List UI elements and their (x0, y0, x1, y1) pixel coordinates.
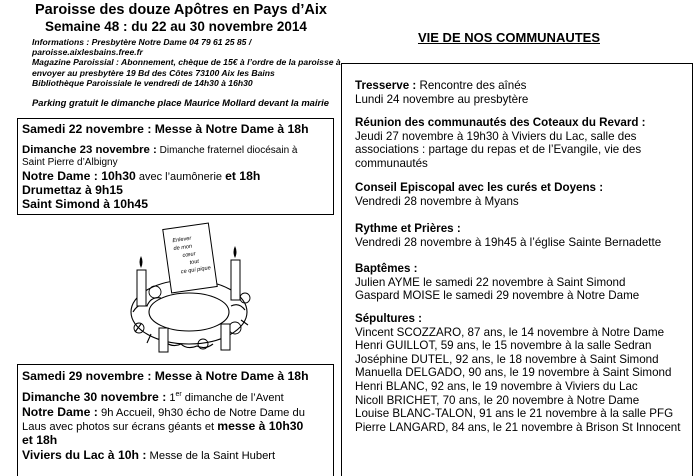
parking-note: Parking gratuit le dimanche place Maurice Mollard devant la mairie (32, 97, 329, 108)
wreath-card-text: Enlever (172, 235, 192, 245)
wreath-card-text: tout (189, 258, 200, 267)
schedule-line: Samedi 22 novembre : Messe à Notre Dame à 18h (22, 122, 309, 136)
schedule-place: Notre Dame : 10h30 (22, 169, 136, 183)
section-heading: Conseil Episcopal avec les curés et Doyens : (355, 181, 604, 194)
burial-entry: Henri GUILLOT, 59 ans, le 15 novembre à la salle Sedran (355, 339, 652, 353)
info-line: Magazine Paroissial : Abonnement, chèque de 15€ à l’ordre de la paroisse à (32, 57, 341, 68)
section-text: Julien AYME le samedi 22 novembre à Saint Simond (355, 275, 626, 289)
schedule-day: Dimanche 30 novembre : (22, 390, 167, 404)
burial-entry: Louise BLANC-TALON, 91 ans le 21 novembre à la salle PFG (355, 407, 674, 421)
schedule-place: Notre Dame : (22, 405, 98, 419)
burial-entry: Joséphine DUTEL, 92 ans, le 18 novembre à Saint Simond (355, 352, 659, 366)
schedule-line: et 18h (22, 433, 58, 447)
schedule-line (22, 419, 303, 433)
section-text: Jeudi 27 novembre à 19h30 à Viviers du Lac, salle des (355, 129, 637, 143)
section-coteaux-revard (355, 116, 646, 170)
burial-entry: Henri BLANC, 92 ans, le 19 novembre à Viviers du Lac (355, 379, 638, 393)
info-line: Bibliothèque Paroissiale le vendredi de 14h30 à 16h30 (32, 77, 253, 88)
schedule-detail: Laus avec photos sur écrans géants et (22, 421, 218, 433)
schedule-day: Dimanche 23 novembre : (22, 144, 157, 156)
schedule-line (22, 144, 297, 156)
community-life-heading: VIE DE NOS COMMUNAUTES (417, 30, 600, 45)
section-heading: Baptêmes : (355, 262, 418, 275)
wreath-card-text: de mon (173, 243, 193, 253)
schedule-line: Saint Pierre d’Albigny (22, 157, 118, 168)
schedule-line (22, 448, 275, 462)
section-tresserve (355, 79, 528, 106)
schedule-line (22, 169, 260, 183)
schedule-line: Drumettaz à 9h15 (22, 183, 123, 197)
schedule-line (22, 390, 284, 404)
section-baptemes (355, 262, 639, 303)
info-line: envoyer au presbytère 19 Bd des Côtes 73100 Aix les Bains (32, 67, 275, 78)
section-text: associations : partage du repas et de l’Evangile, vie des (355, 143, 642, 157)
section-text: Gaspard MOISE le samedi 29 novembre à Notre Dame (355, 289, 640, 303)
section-heading: Rythme et Prières : (355, 222, 461, 235)
section-heading: Tresserve : (355, 79, 417, 92)
wreath-card-text: ce qui pique (180, 265, 212, 276)
burial-entry: Manuella DELGADO, 90 ans, le 19 novembre à Saint Simond (355, 366, 672, 380)
section-heading: Sépultures : (355, 312, 422, 325)
burial-entry: Nicoll BRICHET, 70 ans, le 20 novembre à Notre Dame (355, 393, 640, 407)
advent-wreath-illustration (105, 216, 265, 362)
section-text: Rencontre des aînés (416, 79, 527, 92)
wreath-card-text: cœur (182, 251, 197, 259)
section-text: Lundi 24 novembre au presbytère (355, 92, 529, 106)
section-sepultures (355, 312, 680, 434)
section-text: Vendredi 28 novembre à 19h45 à l’église Sainte Bernadette (355, 235, 662, 249)
section-text: Vendredi 28 novembre à Myans (355, 194, 519, 208)
schedule-line: Saint Simond à 10h45 (22, 197, 148, 211)
info-line: Informations : Presbytère Notre Dame 04 79 61 25 85 / (32, 37, 252, 47)
parish-title: Paroisse des douze Apôtres en Pays d’Aix (35, 2, 327, 18)
schedule-detail: dimanche de l’Avent (181, 392, 284, 404)
section-text: communautés (355, 156, 428, 170)
section-heading: Réunion des communautés des Coteaux du Revard : (355, 116, 646, 129)
schedule-time: et 18h (225, 169, 261, 183)
week-heading: Semaine 48 : du 22 au 30 novembre 2014 (45, 19, 307, 34)
burial-entry: Vincent SCOZZARO, 87 ans, le 14 novembre à Notre Dame (355, 325, 665, 339)
schedule-detail: Dimanche fraternel diocésain à (156, 145, 298, 156)
schedule-time: messe à 10h30 (217, 419, 304, 433)
info-block (32, 37, 341, 88)
schedule-detail: 9h Accueil, 9h30 écho de Notre Dame du (97, 407, 305, 419)
info-line: paroisse.aixlesbains.free.fr (32, 47, 143, 58)
schedule-detail: 1 (166, 392, 176, 404)
burial-entry: Pierre LANGARD, 84 ans, le 21 novembre à Brison St Innocent (355, 420, 681, 434)
schedule-place: Viviers du Lac à 10h : (22, 448, 147, 462)
section-rythme-prieres (355, 222, 661, 249)
schedule-detail: Messe de la Saint Hubert (146, 450, 276, 462)
ordinal-suffix: er (175, 390, 182, 398)
schedule-detail: avec l’aumônerie (135, 171, 226, 183)
schedule-line (22, 405, 305, 419)
section-conseil-episcopal (355, 181, 603, 208)
schedule-line: Samedi 29 novembre : Messe à Notre Dame à 18h (22, 369, 309, 383)
